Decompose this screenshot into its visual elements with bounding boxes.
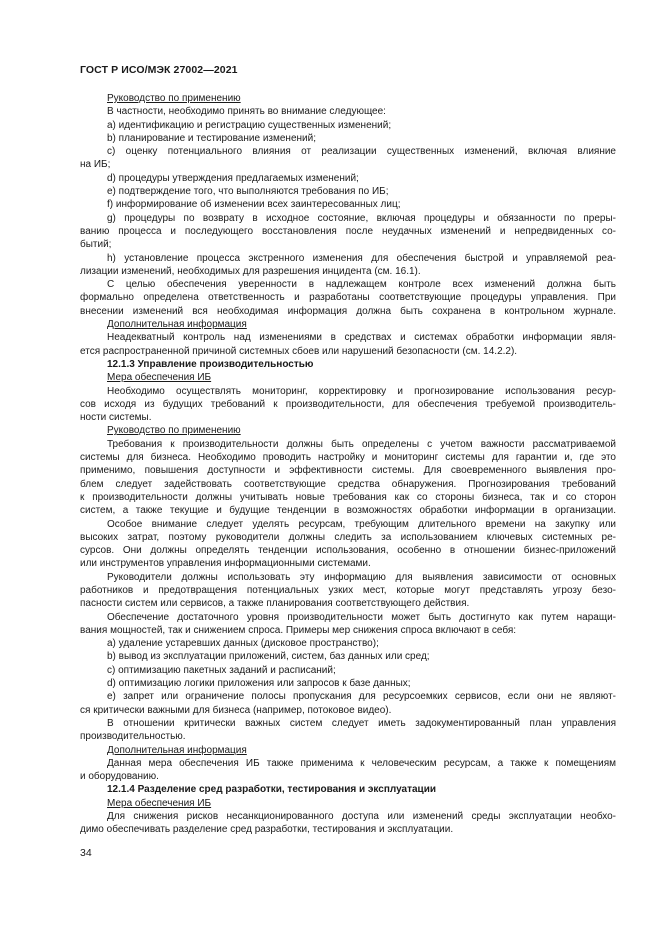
subsection-label [80,92,616,105]
line-text: e) запрет или ограничение полосы пропускания для ресурсоемких сервисов, если они не являют- [107,691,616,703]
subsection-label [80,318,616,331]
document-body [80,92,616,837]
line-text: вания мощностей, так и снижением спроса. Примеры мер снижения спроса включают в себя: [80,624,517,636]
text-line [80,810,616,823]
line-text: ся критически важными для бизнеса (например, потоковое видео). [80,704,392,716]
text-line [80,650,616,663]
line-text: h) установление процесса экстренного изменения для обеспечения быстрой и управляемой реа- [107,252,616,264]
text-line [80,531,616,544]
line-text: В отношении критически важных систем следует иметь задокументированный план управления [107,717,616,729]
line-text: c) оптимизацию пакетных заданий и расписаний; [107,664,336,676]
text-line [80,119,616,132]
standard-header: ГОСТ Р ИСО/МЭК 27002—2021 [80,64,238,76]
text-line [80,544,616,557]
line-text: Требования к производительности должны быть определены с учетом важности рассматриваемой [107,438,616,450]
line-text: ется распространенной причиной системных сбоев или нарушений безопасности (см. 14.2.2). [80,345,518,357]
line-text: Дополнительная информация [107,319,247,331]
line-text: Руководство по применению [107,425,241,437]
text-line [80,664,616,677]
text-line [80,345,616,358]
text-line [80,611,616,624]
text-line [80,291,616,304]
line-text: Особое внимание следует уделять ресурсам, требующим длительного времени на закупку или [107,518,616,530]
line-text: ности системы. [80,412,152,424]
line-text: Дополнительная информация [107,744,247,756]
text-line [80,252,616,265]
line-text: блем следует задействовать соответствующие средства обнаружения. Прогнозирования требований [80,478,616,490]
line-text: В частности, необходимо принять во внимание следующее: [107,106,386,118]
subsection-label [80,797,616,810]
text-line [80,770,616,783]
text-line [80,704,616,717]
line-text: a) идентификацию и регистрацию существенных изменений; [107,119,392,131]
text-line [80,690,616,703]
text-line [80,504,616,517]
text-line [80,385,616,398]
text-line [80,158,616,171]
text-line [80,571,616,584]
line-text: 12.1.4 Разделение сред разработки, тестирования и эксплуатации [107,784,436,796]
subsection-label [80,371,616,384]
text-line [80,478,616,491]
line-text: Руководство по применению [107,93,241,104]
page-number: 34 [80,847,92,859]
text-line [80,132,616,145]
line-text: Мера обеспечения ИБ [107,372,212,384]
line-text: b) вывод из эксплуатации приложений, систем, баз данных или сред; [107,651,430,663]
text-line [80,637,616,650]
text-line [80,717,616,730]
text-line [80,305,616,318]
text-line [80,438,616,451]
line-text: сурсов. Они должны определять тенденции использования, особенно в отношении бизнес-приложений [80,545,616,557]
line-text: к производительности должны учитывать новые требования как со стороны бизнеса, так и со сторон [80,491,616,503]
line-text: лизации изменений, необходимых для разрешения инцидента (см. 16.1). [80,265,421,277]
text-line [80,278,616,291]
text-line [80,398,616,411]
line-text: Неадекватный контроль над изменениями в средствах и системах обработки информации явля- [107,332,616,344]
line-text: Руководители должны использовать эту информацию для выявления зависимости от основных [107,571,616,583]
line-text: внесении изменений вся необходимая информация должна быть сохранена в контрольном журнале. [80,305,616,317]
line-text: пасности систем или сервисов, а также планирования соответствующего действия. [80,598,470,610]
text-line [80,757,616,770]
text-line [80,491,616,504]
text-line [80,411,616,424]
line-text: Данная мера обеспечения ИБ также применима к человеческим ресурсам, а также к помещениям [107,757,616,769]
text-line [80,584,616,597]
line-text: димо обеспечивать разделение сред разработки, тестирования и эксплуатации. [80,824,454,836]
line-text: высоких затрат, поэтому руководители должны следить за использованием ключевых системных ре- [80,531,616,543]
text-line [80,557,616,570]
text-line [80,265,616,278]
line-text: Мера обеспечения ИБ [107,797,212,809]
section-heading [80,358,616,371]
text-line [80,172,616,185]
text-line [80,105,616,118]
text-line [80,464,616,477]
text-line [80,185,616,198]
text-line [80,145,616,158]
text-line [80,624,616,637]
line-text: ванию процесса и последующего восстановления после неудачных изменений и непредвиденных со- [80,225,616,237]
subsection-label [80,424,616,437]
line-text: бытий; [80,239,112,251]
line-text: Обеспечение достаточного уровня производительности может быть достигнуто как путем наращи- [107,611,616,623]
section-heading [80,783,616,796]
text-line [80,331,616,344]
line-text: формально определена ответственность и разработаны соответствующие процедуры управления. При [80,292,616,304]
text-line [80,677,616,690]
line-text: сов исходя из будущих требований к производительности, для обеспечения требуемой производитель- [80,398,616,410]
line-text: С целью обеспечения уверенности в надлежащем контроле всех изменений должна быть [107,279,616,291]
line-text: f) информирование об изменении всех заинтересованных лиц; [107,199,401,211]
line-text: системы для бизнеса. Необходимо проводить настройку и мониторинг системы для гарантии и, где это [80,452,616,464]
line-text: производительностью. [80,731,186,743]
line-text: d) оптимизацию логики приложения или запросов к базе данных; [107,678,411,690]
line-text: c) оценку потенциального влияния от реализации существенных изменений, включая влияние [107,146,616,158]
text-line [80,518,616,531]
text-line [80,451,616,464]
text-line [80,212,616,225]
text-line [80,730,616,743]
line-text: g) процедуры по возврату в исходное состояние, включая процедуры и обязанности по преры- [107,212,616,224]
line-text: работников и предотвращения потенциальных узких мест, которые могут представлять угрозу безо- [80,584,616,596]
text-line [80,238,616,251]
text-line [80,225,616,238]
text-line [80,823,616,836]
line-text: и оборудованию. [80,771,159,783]
line-text: a) удаление устаревших данных (дисковое пространство); [107,638,379,650]
text-line [80,198,616,211]
line-text: применимо, повышения доступности и эффективности системы. Для своевременного выявления про- [80,465,616,477]
line-text: d) процедуры утверждения предлагаемых изменений; [107,172,359,184]
line-text: Необходимо осуществлять мониторинг, корректировку и прогнозирование использования ресур- [107,385,616,397]
text-line [80,597,616,610]
line-text: Для снижения рисков несанкционированного доступа или изменений среды эксплуатации необхо- [107,811,616,823]
subsection-label [80,744,616,757]
line-text: на ИБ; [80,159,111,171]
line-text: систем, а также текущие и будущие тенденции в возможностях обработки информации в организации. [80,505,616,517]
line-text: b) планирование и тестирование изменений; [107,132,316,144]
line-text: e) подтверждение того, что выполняются требования по ИБ; [107,186,389,198]
line-text: или инструментов управления информационными системами. [80,558,371,570]
line-text: 12.1.3 Управление производительностью [107,358,314,370]
